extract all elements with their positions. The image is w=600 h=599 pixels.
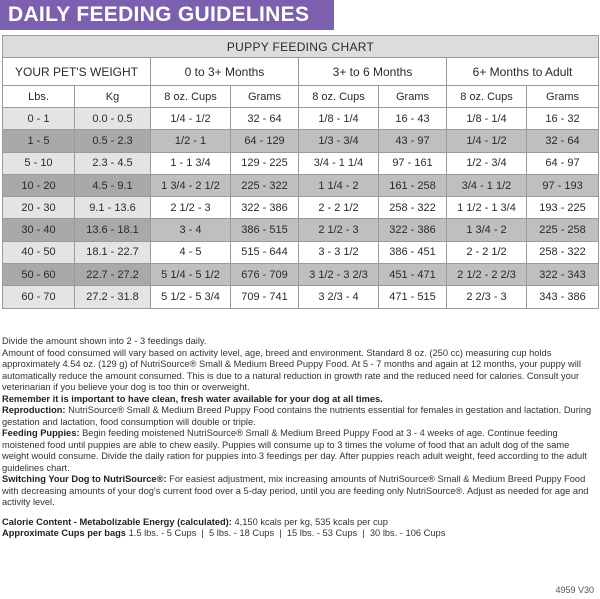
table-row xyxy=(3,219,599,241)
table-cell: 43 - 97 xyxy=(379,130,447,152)
table-cell: 1/2 - 3/4 xyxy=(447,152,527,174)
table-cell: 32 - 64 xyxy=(231,108,299,130)
table-cell: 5 1/2 - 5 3/4 xyxy=(151,286,231,308)
column-header: Grams xyxy=(379,86,447,108)
table-cell: 2 - 2 1/2 xyxy=(447,241,527,263)
table-cell: 258 - 322 xyxy=(527,241,599,263)
feeding-puppies-text: Feeding Puppies: Begin feeding moistened NutriSource® Small & Medium Breed Puppy Food at 3 - 4 weeks of age. Continue feeding moistened food until puppies are able to chew easily. Puppies will consume up to 3 times the volume of food that an adult dog of the same weight would consume. Divide the daily ration for puppies into 3 feedings per day. After puppies reach adult weight, feed according to the adult guidelines chart. xyxy=(2,428,587,473)
column-header: Grams xyxy=(231,86,299,108)
table-cell: 386 - 515 xyxy=(231,219,299,241)
table-cell: 515 - 644 xyxy=(231,241,299,263)
table-row xyxy=(3,286,599,308)
table-cell: 1 - 1 3/4 xyxy=(151,152,231,174)
table-cell: 2 1/2 - 3 xyxy=(299,219,379,241)
table-cell: 3 1/2 - 3 2/3 xyxy=(299,264,379,286)
table-cell: 322 - 343 xyxy=(527,264,599,286)
table-cell: 30 - 40 xyxy=(3,219,75,241)
column-header: Lbs. xyxy=(3,86,75,108)
table-cell: 1 3/4 - 2 1/2 xyxy=(151,174,231,196)
table-cell: 161 - 258 xyxy=(379,174,447,196)
table-cell: 386 - 451 xyxy=(379,241,447,263)
table-cell: 3/4 - 1 1/2 xyxy=(447,174,527,196)
table-cell: 97 - 161 xyxy=(379,152,447,174)
table-cell: 9.1 - 13.6 xyxy=(75,197,151,219)
table-cell: 40 - 50 xyxy=(3,241,75,263)
weight-header: YOUR PET'S WEIGHT xyxy=(3,58,151,86)
table-cell: 1/4 - 1/2 xyxy=(447,130,527,152)
table-cell: 64 - 129 xyxy=(231,130,299,152)
table-cell: 676 - 709 xyxy=(231,264,299,286)
table-row xyxy=(3,152,599,174)
table-cell: 322 - 386 xyxy=(231,197,299,219)
table-cell: 0.0 - 0.5 xyxy=(75,108,151,130)
table-cell: 709 - 741 xyxy=(231,286,299,308)
table-cell: 1/3 - 3/4 xyxy=(299,130,379,152)
table-cell: 1 1/2 - 1 3/4 xyxy=(447,197,527,219)
switching-text: Switching Your Dog to NutriSource®: For easiest adjustment, mix increasing amounts of NutriSource® Small & Medium Breed Puppy Food with decreasing amounts of your dog's current food over a 5-day period, until you are feeding only NutriSource®. Adjust as needed for age and activity level. xyxy=(2,474,589,507)
table-cell: 322 - 386 xyxy=(379,219,447,241)
table-cell: 18.1 - 22.7 xyxy=(75,241,151,263)
table-cell: 471 - 515 xyxy=(379,286,447,308)
table-cell: 225 - 322 xyxy=(231,174,299,196)
instruction-text: Amount of food consumed will vary based on activity level, age, breed and environment. Standard 8 oz. (250 cc) measuring cup holds approximately 4.54 oz. (129 g) of NutriSource® Small & Medium Breed Puppy Food. At 5 - 7 months and again at 12 months, your puppy will automatically reduce the amount consumed. This is due to a natural reduction in growth rate and the reduced need for calories. Consult your veterinarian if you believe your dog is too thin or overweight. xyxy=(2,347,581,392)
table-cell: 64 - 97 xyxy=(527,152,599,174)
table-cell: 10 - 20 xyxy=(3,174,75,196)
table-row xyxy=(3,108,599,130)
feeding-table xyxy=(2,35,599,309)
table-cell: 3 2/3 - 4 xyxy=(299,286,379,308)
table-cell: 2 1/2 - 3 xyxy=(151,197,231,219)
table-cell: 4 - 5 xyxy=(151,241,231,263)
table-cell: 2 - 2 1/2 xyxy=(299,197,379,219)
table-cell: 16 - 32 xyxy=(527,108,599,130)
table-cell: 13.6 - 18.1 xyxy=(75,219,151,241)
table-cell: 27.2 - 31.8 xyxy=(75,286,151,308)
table-row xyxy=(3,241,599,263)
table-cell: 1 - 5 xyxy=(3,130,75,152)
table-cell: 16 - 43 xyxy=(379,108,447,130)
table-row xyxy=(3,174,599,196)
column-header: 8 oz. Cups xyxy=(299,86,379,108)
column-header: Kg xyxy=(75,86,151,108)
reproduction-text: Reproduction: NutriSource® Small & Medium Breed Puppy Food contains the nutrients essential for females in gestation and lactation. During gestation and lactation, food consumption will double or triple. xyxy=(2,405,592,427)
table-cell: 3 - 4 xyxy=(151,219,231,241)
column-header: 8 oz. Cups xyxy=(447,86,527,108)
table-cell: 258 - 322 xyxy=(379,197,447,219)
table-cell: 22.7 - 27.2 xyxy=(75,264,151,286)
table-cell: 0.5 - 2.3 xyxy=(75,130,151,152)
water-reminder: Remember it is important to have clean, fresh water available for your dog at all times. xyxy=(2,393,383,404)
table-cell: 1 3/4 - 2 xyxy=(447,219,527,241)
table-cell: 4.5 - 9.1 xyxy=(75,174,151,196)
column-header: 8 oz. Cups xyxy=(151,86,231,108)
table-cell: 1/8 - 1/4 xyxy=(447,108,527,130)
table-cell: 20 - 30 xyxy=(3,197,75,219)
table-cell: 2 2/3 - 3 xyxy=(447,286,527,308)
instruction-text: Divide the amount shown into 2 - 3 feedings daily. xyxy=(2,336,207,346)
calorie-content: Calorie Content - Metabolizable Energy (calculated): 4,150 kcals per kg, 535 kcals per cup xyxy=(2,516,388,527)
table-cell: 193 - 225 xyxy=(527,197,599,219)
table-cell: 2.3 - 4.5 xyxy=(75,152,151,174)
table-cell: 225 - 258 xyxy=(527,219,599,241)
puppy-feeding-chart xyxy=(2,35,598,309)
table-cell: 60 - 70 xyxy=(3,286,75,308)
cups-per-bag: Approximate Cups per bags 1.5 lbs. - 5 Cups | 5 lbs. - 18 Cups | 15 lbs. - 53 Cups | 30 lbs. - 106 Cups xyxy=(2,528,446,538)
table-cell: 0 - 1 xyxy=(3,108,75,130)
table-cell: 1 1/4 - 2 xyxy=(299,174,379,196)
table-cell: 1/2 - 1 xyxy=(151,130,231,152)
table-cell: 3/4 - 1 1/4 xyxy=(299,152,379,174)
table-cell: 5 - 10 xyxy=(3,152,75,174)
table-cell: 451 - 471 xyxy=(379,264,447,286)
page-title: DAILY FEEDING GUIDELINES xyxy=(8,3,310,26)
table-cell: 2 1/2 - 2 2/3 xyxy=(447,264,527,286)
age-group-header: 3+ to 6 Months xyxy=(299,58,447,86)
table-cell: 1/4 - 1/2 xyxy=(151,108,231,130)
column-header: Grams xyxy=(527,86,599,108)
table-row xyxy=(3,130,599,152)
product-code: 4959 V30 xyxy=(555,585,594,595)
table-cell: 32 - 64 xyxy=(527,130,599,152)
table-cell: 343 - 386 xyxy=(527,286,599,308)
table-cell: 50 - 60 xyxy=(3,264,75,286)
table-cell: 5 1/4 - 5 1/2 xyxy=(151,264,231,286)
chart-title: PUPPY FEEDING CHART xyxy=(3,36,599,58)
table-cell: 129 - 225 xyxy=(231,152,299,174)
age-group-header: 6+ Months to Adult xyxy=(447,58,599,86)
table-cell: 1/8 - 1/4 xyxy=(299,108,379,130)
table-row xyxy=(3,264,599,286)
feeding-instructions xyxy=(2,336,598,540)
header-banner xyxy=(0,0,334,30)
table-cell: 97 - 193 xyxy=(527,174,599,196)
table-body xyxy=(3,108,599,309)
age-group-header: 0 to 3+ Months xyxy=(151,58,299,86)
table-cell: 3 - 3 1/2 xyxy=(299,241,379,263)
table-row xyxy=(3,197,599,219)
